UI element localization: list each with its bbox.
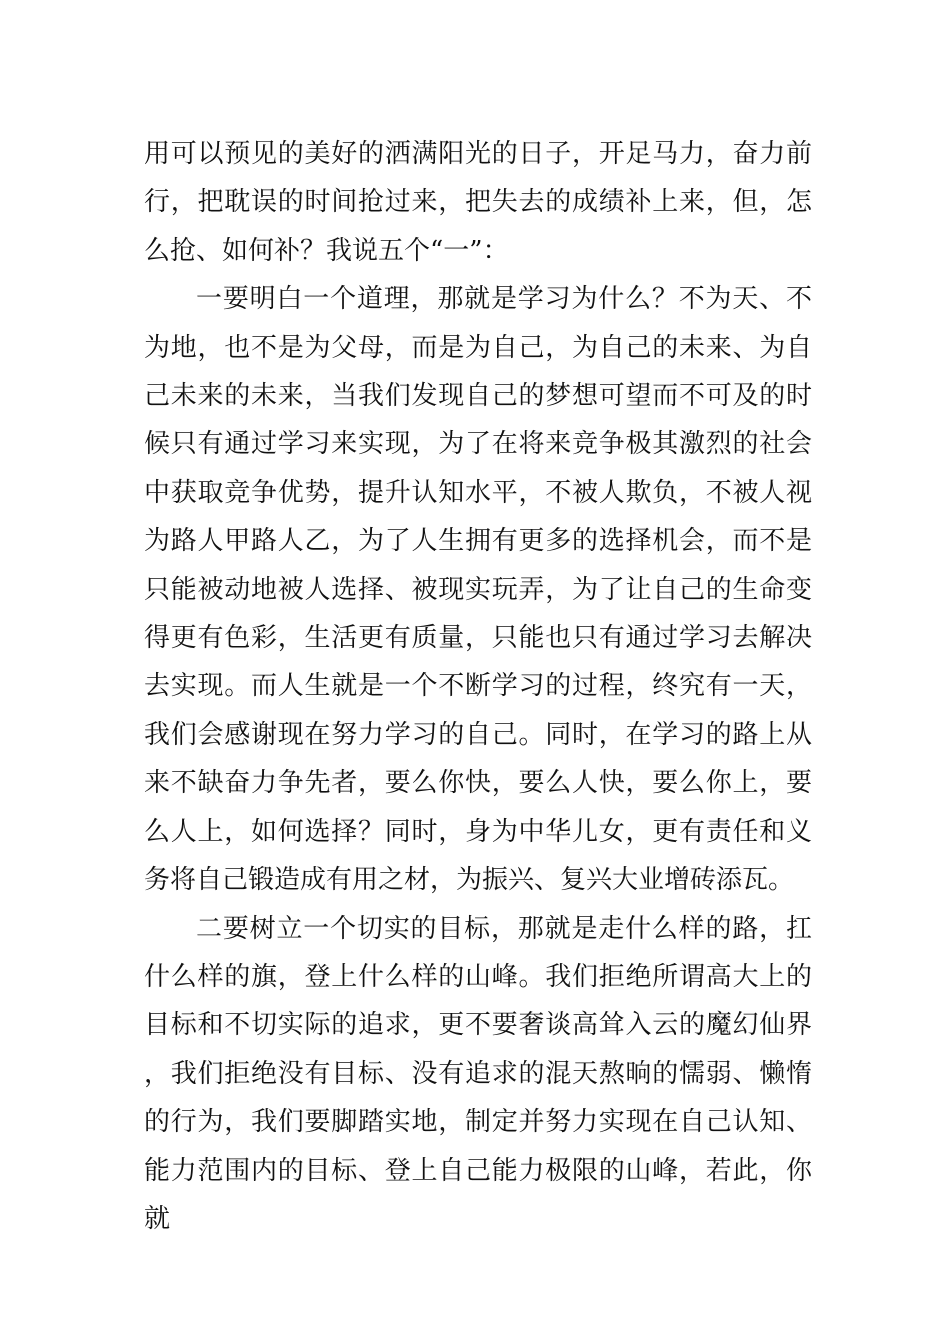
paragraph-continuation: 用可以预见的美好的洒满阳光的日子，开足马力，奋力前行，把耽误的时间抢过来，把失去的成绩补上来，但，怎么抢、如何补？我说五个“一”： [144, 139, 812, 266]
paragraph-first-point: 一要明白一个道理，那就是学习为什么？不为天、不为地，也不是为父母，而是为自己，为自己的未来、为自己未来的未来，当我们发现自己的梦想可望而不可及的时候只有通过学习来实现，为了在将来竞争极其激烈的社会中获取竞争优势，提升认知水平，不被人欺负，不被人视为路人甲路人乙，为了人生拥有更多的选择机会，而不是只能被动地被人选择、被现实玩弄，为了让自己的生命变得更有色彩，生活更有质量，只能也只有通过学习去解决去实现。而人生就是一个不断学习的过程，终究有一天，我们会感谢现在努力学习的自己。同时，在学习的路上从来不缺奋力争先者，要么你快，要么人快，要么你上，要么人上，如何选择？同时，身为中华儿女，更有责任和义务将自己锻造成有用之材，为振兴、复兴大业增砖添瓦。 [144, 284, 812, 896]
document-body [144, 130, 812, 1243]
paragraph-second-point: 二要树立一个切实的目标，那就是走什么样的路，扛什么样的旗，登上什么样的山峰。我们拒绝所谓高大上的目标和不切实际的追求，更不要奢谈高耸入云的魔幻仙界，我们拒绝没有目标、没有追求的混天熬晌的懦弱、懒惰的行为，我们要脚踏实地，制定并努力实现在自己认知、能力范围内的目标、登上自己能力极限的山峰，若此，你就 [144, 913, 812, 1234]
